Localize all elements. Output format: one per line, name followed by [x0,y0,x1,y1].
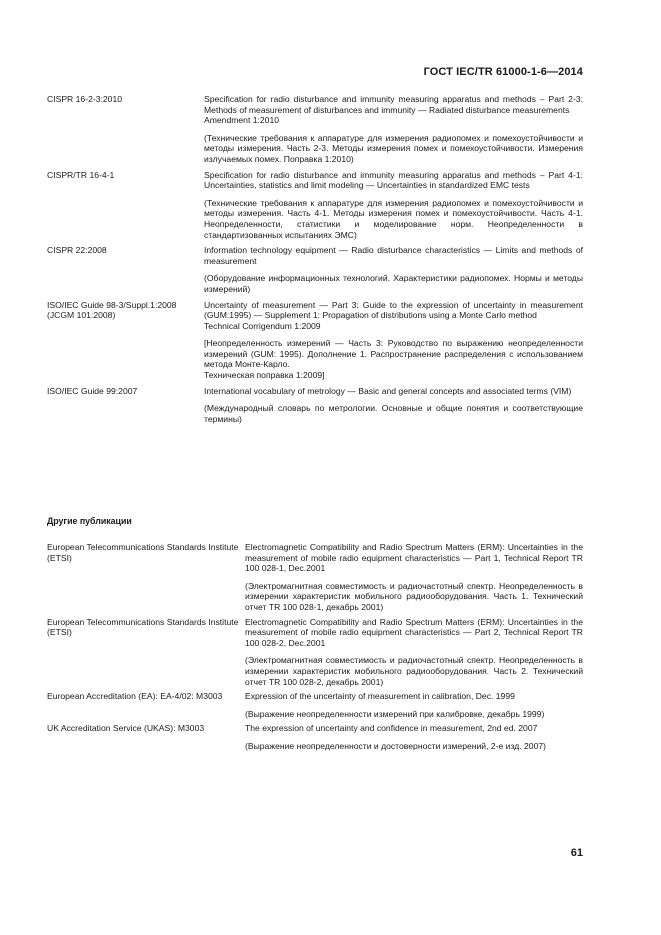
reference-description [204,245,583,294]
reference-code: ISO/IEC Guide 98-3/Suppl.1:2008 (JCGM 101:2008) [47,299,177,321]
publication-description [245,723,583,751]
publication-source: European Accreditation (EA): EA-4/02: M3003 [47,691,223,702]
reference-entry [47,245,583,294]
reference-title-en: Specification for radio disturbance and immunity measuring apparatus and methods – Part 2-3: Methods of measurement of disturbances and immunity — Radiated disturbance measurements [204,94,583,115]
reference-code: ISO/IEC Guide 99:2007 [47,385,138,396]
reference-entry [47,170,583,241]
publication-entry [47,617,583,688]
publication-source: UK Accreditation Service (UKAS): M3003 [47,723,205,734]
references-list [47,94,583,429]
reference-description [204,170,583,241]
publication-title-ru: (Электромагнитная совместимость и радиочастотный спектр. Неопределенность в измерении характеристик мобильного радиооборудования. Часть 1. Технический отчет TR 100 028-1, декабрь 2001) [245,580,583,612]
publication-source: European Telecommunications Standards Institute (ETSI) [47,616,239,638]
reference-description [204,94,583,165]
other-publications-list [47,542,583,756]
reference-title-en: Information technology equipment — Radio disturbance characteristics — Limits and methods of measurement [204,245,583,266]
section-title: Другие публикации [47,516,132,526]
publication-entry [47,542,583,613]
reference-title-ru: (Международный словарь по метрологии. Основные и общие понятия и соответствующие термины) [204,403,583,424]
reference-code: CISPR/TR 16-4-1 [47,169,115,180]
reference-corrigendum: Technical Corrigendum 1:2009 [204,320,321,331]
publication-entry [47,691,583,719]
reference-title-ru: (Технические требования к аппаратуре для измерения радиопомех и помехоустойчивости и методы измерения. Часть 2-3. Методы измерения помех и помехоустойчивости. Измерения излучаемых помех. Поправка 1:2010) [204,132,583,164]
page-number: 61 [570,847,583,859]
publication-description [245,617,583,688]
reference-title-en: Specification for radio disturbance and immunity measuring apparatus and methods – Part 4-1: Uncertainties, statistics and limit modeling — Uncertainties in standardized EMC tests [204,169,583,191]
reference-title-ru: [Неопределенность измерений — Часть 3: Руководство по выражению неопределенности измерений (GUM: 1995). Дополнение 1. Распространение распределения с использованием метода Монте-Карло. [204,338,583,370]
reference-code: CISPR 22:2008 [47,245,107,256]
reference-code: CISPR 16-2-3:2010 [47,94,122,104]
reference-amendment: Amendment 1:2010 [204,115,280,126]
publication-title-ru: (Выражение неопределенности измерений при калибровке, декабрь 1999) [245,708,545,719]
publication-title-ru: (Выражение неопределенности и достоверности измерений, 2-е изд. 2007) [245,740,547,751]
reference-title-en: Uncertainty of measurement — Part 3: Guide to the expression of uncertainty in measurement (GUM:1995) — Supplement 1: Propagation of distributions using a Monte Carlo method [204,299,583,321]
document-header: ГОСТ IEC/TR 61000-1-6—2014 [423,66,583,78]
publication-title-ru: (Электромагнитная совместимость и радиочастотный спектр. Неопределенность в измерении характеристик мобильного радиооборудования. Часть 2. Технический отчет TR 100 028-2, декабрь 2001) [245,655,583,687]
reference-title-en: International vocabulary of metrology — Basic and general concepts and associated terms (VIM) [204,385,572,396]
publication-entry [47,723,583,751]
publication-title-en: Electromagnetic Compatibility and Radio Spectrum Matters (ERM): Uncertainties in the measurement of mobile radio equipment characteristics — Part 1, Technical Report TR 100 028-1, Dec.2001 [245,542,583,574]
reference-title-ru: (Технические требования к аппаратуре для измерения радиопомех и помехоустойчивости и методы измерения. Часть 4-1. Методы измерения помех и помехоустойчивости. Часть 4-1. Неопределенности, статистики и моделирование норм. Неопределенности в стандартизованных испытаниях ЭМС) [204,197,583,240]
reference-entry [47,94,583,165]
publication-title-en: Electromagnetic Compatibility and Radio Spectrum Matters (ERM): Uncertainties in the measurement of mobile radio equipment characteristics — Part 2, Technical Report TR 100 028-2, Dec.2001 [245,616,583,648]
reference-entry [47,386,583,425]
publication-title-en: Expression of the uncertainty of measurement in calibration, Dec. 1999 [245,691,515,702]
publication-title-en: The expression of uncertainty and confidence in measurement, 2nd ed. 2007 [245,723,538,734]
reference-entry [47,300,583,381]
reference-description [204,300,583,381]
publication-source: European Telecommunications Standards Institute (ETSI) [47,542,239,563]
reference-title-ru: (Оборудование информационных технологий. Характеристики радиопомех. Нормы и методы измерений) [204,273,583,294]
reference-corrigendum-ru: Техническая поправка 1:2009] [204,370,325,381]
reference-description [204,386,583,425]
publication-description [245,542,583,613]
publication-description [245,691,583,719]
